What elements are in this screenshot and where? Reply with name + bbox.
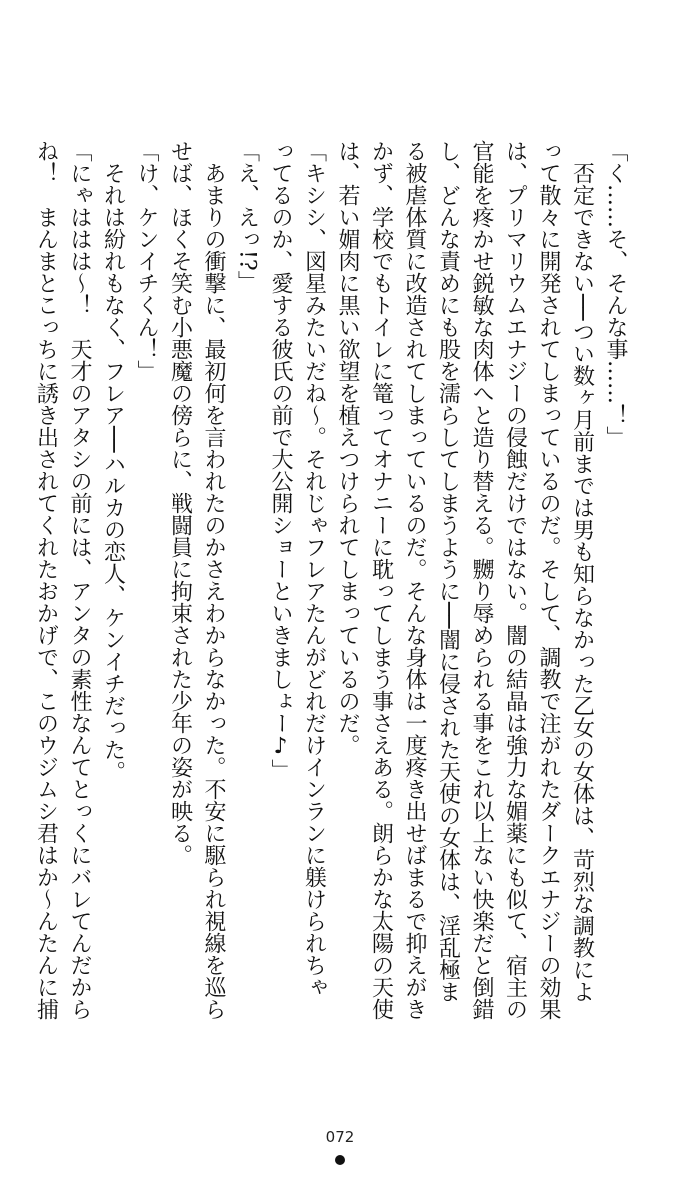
text-line: る被虐体質に改造されてしまっているのだ。そんな身体は一度疼き出せばまるで抑えがき — [402, 140, 427, 1020]
text-line: かず、学校でもトイレに篭ってオナニーに耽ってしまう事さえある。朗らかな太陽の天使 — [368, 140, 394, 1020]
text-line: 「く……そ、そんな事……！」 — [603, 140, 628, 448]
text-line: は、若い媚肉に黒い欲望を植えつけられてしまっているのだ。 — [335, 140, 360, 756]
text-line: ってるのか、愛する彼氏の前で大公開ショーといきましょー♪」 — [268, 140, 293, 781]
text-line: それは紛れもなく、フレア──ハルカの恋人、ケンイチだった。 — [100, 140, 126, 783]
text-line: ね！ まんまとこっちに誘き出されてくれたおかげで、このウジムシ君はか～んたんに捕 — [33, 140, 59, 1020]
text-line: って散々に開発されてしまっているのだ。そして、調教で注がれたダークエナジーの効果 — [536, 140, 561, 1020]
text-line: せば、ほくそ笑む小悪魔の傍らに、戦闘員に拘束された少年の姿が映る。 — [167, 140, 193, 866]
page-number: 072 — [325, 1128, 355, 1146]
text-line: 「キシシ、図星みたいだね～。それじゃフレアたんがどれだけインランに躾けられちゃ — [301, 140, 327, 998]
text-line: 「にゃははは～！ 天才のアタシの前には、アンタの素性なんてとっくにバレてんだから — [67, 140, 92, 1020]
body-text — [33, 140, 632, 1020]
page-dot-icon — [335, 1155, 345, 1165]
text-line: 「え、えっ!?」 — [234, 140, 260, 293]
text-line: 「け、ケンイチくん！」 — [134, 140, 159, 382]
text-line: あまりの衝撃に、最初何を言われたのかさえわからなかった。不安に駆られ視線を巡ら — [201, 140, 226, 1020]
text-line: 官能を疼かせ鋭敏な肉体へと造り替える。嬲り辱められる事をこれ以上ない快楽だと倒錯 — [469, 140, 494, 1020]
text-line: 否定できない──つい数ヶ月前までは男も知らなかった乙女の女体は、苛烈な調教によ — [569, 140, 595, 1003]
text-line: し、どんな責めにも股を濡らしてしまうように──闇に侵された天使の女体は、淫乱極ま — [435, 140, 461, 1003]
text-line: は、プリマリウムエナジーの侵蝕だけではない。闇の結晶は強力な媚薬にも似て、宿主の — [502, 140, 528, 1020]
